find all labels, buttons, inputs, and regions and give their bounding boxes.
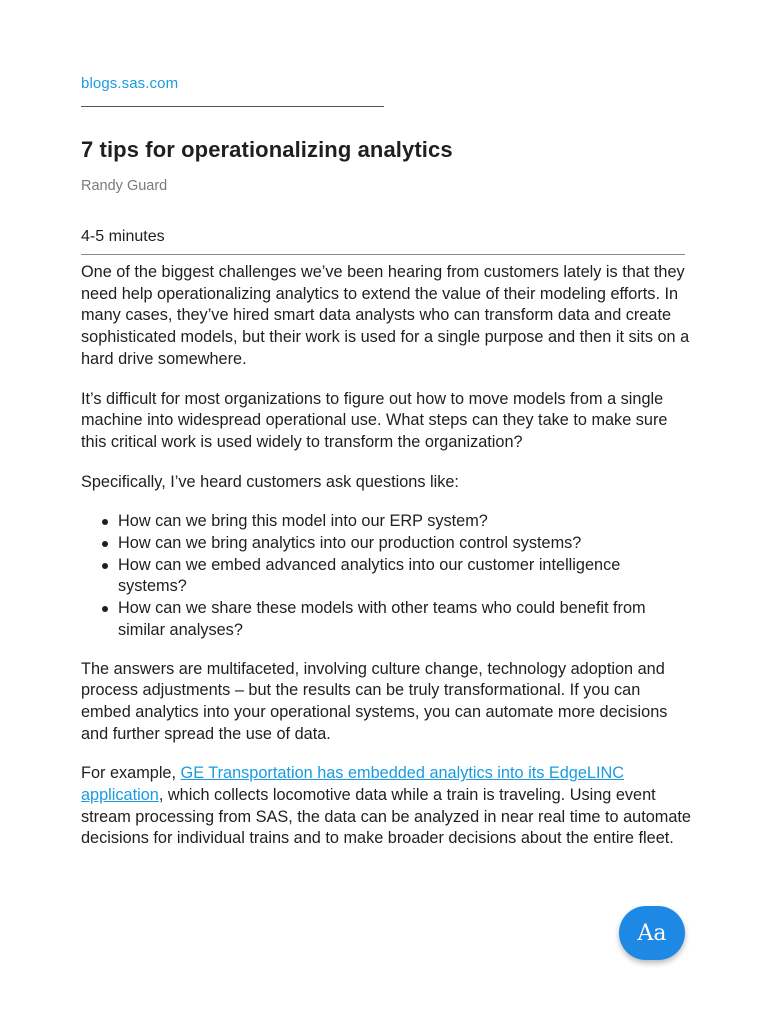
- source-divider: [81, 106, 384, 107]
- article-body: [81, 262, 693, 868]
- meta-divider: [81, 254, 685, 255]
- example-suffix: , which collects locomotive data while a train is traveling. Using event stream processing from SAS, the data can be analyzed in near real time to automate decisions for individual trains and to make broader decisions about the entire fleet.: [81, 786, 691, 848]
- body-paragraph: The answers are multifaceted, involving culture change, technology adoption and process adjustments – but the results can be truly transformational. If you can embed analytics into your operational systems, you can automate more decisions and further spread the use of data.: [81, 659, 668, 743]
- example-paragraph: [81, 763, 693, 850]
- bullet-icon: [102, 519, 108, 525]
- list-item: [118, 598, 693, 641]
- list-item-text: How can we embed advanced analytics into our customer intelligence systems?: [118, 555, 621, 596]
- example-prefix: For example,: [81, 764, 181, 783]
- list-item: [118, 533, 693, 555]
- list-item-text: How can we bring this model into our ERP system?: [118, 512, 488, 531]
- list-item-text: How can we bring analytics into our production control systems?: [118, 534, 582, 553]
- list-item: [118, 555, 693, 598]
- article-title: 7 tips for operationalizing analytics: [81, 137, 453, 162]
- font-settings-icon: Aa: [637, 920, 667, 946]
- body-paragraph: Specifically, I’ve heard customers ask questions like:: [81, 472, 459, 491]
- list-item: [118, 511, 693, 533]
- source-link[interactable]: blogs.sas.com: [81, 75, 179, 92]
- body-paragraph: One of the biggest challenges we’ve been hearing from customers lately is that they need help operationalizing analytics to extend the value of their modeling efforts. In many cases, they’ve hired smart data analysts who can transform data and create sophisticated models, but their work is used for a single purpose and then it sits on a hard drive somewhere.: [81, 263, 690, 368]
- list-item-text: How can we share these models with other teams who could benefit from similar analyses?: [118, 599, 646, 639]
- ge-transportation-link[interactable]: GE Transportation has embedded analytics into its EdgeLINC application: [81, 764, 625, 805]
- bullet-icon: [102, 563, 108, 569]
- article-author: Randy Guard: [81, 178, 168, 194]
- bullet-icon: [102, 606, 108, 612]
- body-paragraph: It’s difficult for most organizations to figure out how to move models from a single machine into widespread operational use. What steps can they take to make sure this critical work is used widely to transform the organization?: [81, 389, 668, 451]
- bullet-icon: [102, 541, 108, 547]
- question-list: [81, 511, 693, 641]
- read-time: 4-5 minutes: [81, 228, 165, 245]
- font-settings-button[interactable]: [619, 906, 685, 960]
